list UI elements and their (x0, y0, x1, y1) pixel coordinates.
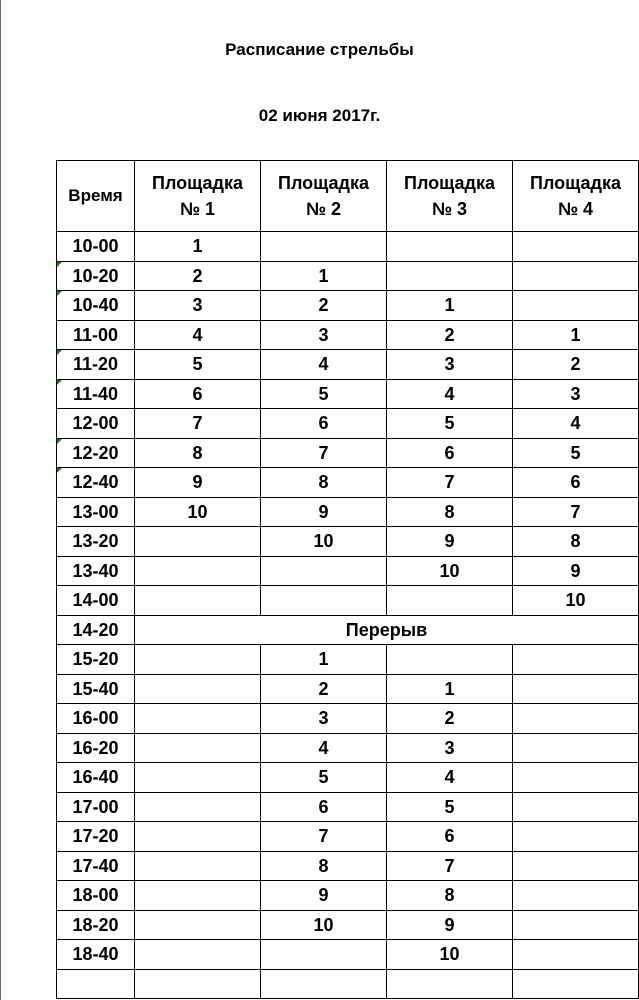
time-value: 16-40 (72, 767, 119, 788)
site-4-cell (513, 704, 639, 734)
header-site-2-label: Площадка (278, 173, 369, 193)
site-1-cell (135, 969, 261, 998)
site-3-cell: 7 (387, 851, 513, 881)
site-3-cell: 10 (387, 940, 513, 970)
time-value: 17-20 (72, 826, 119, 847)
site-3-cell: 6 (387, 822, 513, 852)
site-1-cell (135, 910, 261, 940)
cell-comment-marker-icon (57, 380, 62, 385)
table-row (57, 438, 639, 468)
site-2-cell: 10 (261, 527, 387, 557)
site-2-cell: 7 (261, 438, 387, 468)
site-4-cell: 10 (513, 586, 639, 616)
time-cell (57, 704, 135, 734)
time-value: 13-20 (72, 531, 119, 552)
site-2-cell: 10 (261, 910, 387, 940)
time-cell (57, 645, 135, 675)
time-cell (57, 851, 135, 881)
site-1-cell: 3 (135, 291, 261, 321)
site-4-cell: 1 (513, 320, 639, 350)
time-cell (57, 674, 135, 704)
time-value: 18-00 (72, 885, 119, 906)
table-row (57, 969, 639, 998)
time-cell (57, 822, 135, 852)
schedule-body (57, 232, 639, 999)
table-row (57, 910, 639, 940)
site-2-cell (261, 556, 387, 586)
site-1-cell: 2 (135, 261, 261, 291)
site-2-cell: 6 (261, 409, 387, 439)
time-value: 12-20 (72, 442, 119, 463)
site-2-cell: 5 (261, 379, 387, 409)
table-row (57, 881, 639, 911)
site-2-cell (261, 232, 387, 262)
site-1-cell (135, 881, 261, 911)
site-1-cell (135, 556, 261, 586)
time-cell (57, 409, 135, 439)
site-1-cell (135, 792, 261, 822)
time-value: 14-00 (72, 590, 119, 611)
site-2-cell: 9 (261, 497, 387, 527)
table-row (57, 261, 639, 291)
time-value: 18-20 (72, 914, 119, 935)
site-1-cell (135, 822, 261, 852)
site-3-cell (387, 586, 513, 616)
site-3-cell: 3 (387, 733, 513, 763)
site-4-cell: 8 (513, 527, 639, 557)
time-cell (57, 910, 135, 940)
table-row (57, 763, 639, 793)
schedule-table (56, 160, 639, 999)
site-1-cell (135, 527, 261, 557)
site-3-cell: 5 (387, 409, 513, 439)
site-4-cell: 7 (513, 497, 639, 527)
header-site-2 (261, 161, 387, 232)
site-3-cell (387, 232, 513, 262)
header-site-3-number: № 3 (431, 199, 468, 219)
header-site-4-label: Площадка (530, 173, 621, 193)
header-row (57, 161, 639, 232)
site-3-cell (387, 969, 513, 998)
time-cell (57, 497, 135, 527)
time-cell (57, 350, 135, 380)
site-2-cell: 7 (261, 822, 387, 852)
site-3-cell: 1 (387, 674, 513, 704)
time-value: 12-40 (72, 472, 119, 493)
table-row (57, 527, 639, 557)
time-value: 11-40 (72, 383, 119, 404)
site-1-cell: 7 (135, 409, 261, 439)
site-3-cell: 5 (387, 792, 513, 822)
time-cell (57, 291, 135, 321)
site-2-cell (261, 969, 387, 998)
site-4-cell (513, 792, 639, 822)
header-site-1 (135, 161, 261, 232)
site-4-cell: 2 (513, 350, 639, 380)
time-value: 17-40 (72, 855, 119, 876)
site-2-cell: 4 (261, 733, 387, 763)
site-4-cell: 5 (513, 438, 639, 468)
time-cell (57, 556, 135, 586)
time-cell (57, 379, 135, 409)
site-4-cell: 4 (513, 409, 639, 439)
site-3-cell (387, 261, 513, 291)
time-value: 11-20 (72, 354, 119, 375)
site-3-cell: 4 (387, 763, 513, 793)
site-1-cell: 8 (135, 438, 261, 468)
document-date: 02 июня 2017г. (258, 106, 381, 125)
table-row (57, 733, 639, 763)
site-1-cell (135, 586, 261, 616)
site-2-cell: 1 (261, 261, 387, 291)
site-2-cell (261, 940, 387, 970)
cell-comment-marker-icon (57, 291, 62, 296)
table-row (57, 409, 639, 439)
site-4-cell: 6 (513, 468, 639, 498)
header-site-4-number: № 4 (557, 199, 594, 219)
cell-comment-marker-icon (57, 350, 62, 355)
time-cell (57, 261, 135, 291)
site-3-cell: 2 (387, 704, 513, 734)
site-4-cell (513, 261, 639, 291)
table-row (57, 497, 639, 527)
site-4-cell (513, 881, 639, 911)
site-1-cell: 5 (135, 350, 261, 380)
site-3-cell: 9 (387, 910, 513, 940)
break-cell: Перерыв (135, 615, 639, 645)
site-4-cell: 3 (513, 379, 639, 409)
header-site-1-label: Площадка (152, 173, 243, 193)
table-row (57, 645, 639, 675)
time-cell (57, 763, 135, 793)
site-2-cell: 8 (261, 851, 387, 881)
site-1-cell (135, 674, 261, 704)
site-3-cell: 2 (387, 320, 513, 350)
table-row (57, 674, 639, 704)
site-2-cell: 6 (261, 792, 387, 822)
table-row (57, 615, 639, 645)
site-3-cell: 8 (387, 497, 513, 527)
time-value: 10-20 (72, 265, 119, 286)
site-3-cell: 6 (387, 438, 513, 468)
site-2-cell: 2 (261, 291, 387, 321)
site-3-cell: 7 (387, 468, 513, 498)
cell-comment-marker-icon (57, 468, 62, 473)
site-1-cell: 6 (135, 379, 261, 409)
site-4-cell (513, 940, 639, 970)
site-3-cell: 1 (387, 291, 513, 321)
time-cell (57, 468, 135, 498)
site-2-cell: 9 (261, 881, 387, 911)
header-site-2-number: № 2 (305, 199, 342, 219)
site-1-cell (135, 940, 261, 970)
site-4-cell (513, 969, 639, 998)
table-row (57, 792, 639, 822)
time-cell (57, 586, 135, 616)
time-value: 16-00 (72, 708, 119, 729)
site-4-cell (513, 851, 639, 881)
time-cell (57, 792, 135, 822)
table-row (57, 232, 639, 262)
site-1-cell (135, 733, 261, 763)
time-cell (57, 438, 135, 468)
time-value: 13-40 (72, 560, 119, 581)
site-1-cell: 1 (135, 232, 261, 262)
table-row (57, 822, 639, 852)
site-2-cell: 5 (261, 763, 387, 793)
time-value: 13-00 (72, 501, 119, 522)
site-3-cell: 4 (387, 379, 513, 409)
time-value: 18-40 (72, 944, 119, 965)
site-1-cell (135, 645, 261, 675)
site-3-cell (387, 645, 513, 675)
time-cell (57, 232, 135, 262)
site-2-cell: 3 (261, 320, 387, 350)
cell-comment-marker-icon (57, 439, 62, 444)
site-4-cell (513, 763, 639, 793)
table-row (57, 468, 639, 498)
time-cell (57, 733, 135, 763)
page-left-border (0, 0, 1, 1000)
cell-comment-marker-icon (57, 262, 62, 267)
site-2-cell: 2 (261, 674, 387, 704)
site-1-cell (135, 763, 261, 793)
site-3-cell: 8 (387, 881, 513, 911)
site-4-cell (513, 733, 639, 763)
time-value: 15-40 (72, 678, 119, 699)
site-1-cell (135, 704, 261, 734)
header-site-4 (513, 161, 639, 232)
site-4-cell (513, 291, 639, 321)
site-2-cell (261, 586, 387, 616)
site-4-cell: 9 (513, 556, 639, 586)
table-row (57, 556, 639, 586)
site-4-cell (513, 645, 639, 675)
header-site-3-label: Площадка (404, 173, 495, 193)
time-cell (57, 940, 135, 970)
site-4-cell (513, 822, 639, 852)
time-value: 10-40 (72, 295, 119, 316)
time-cell (57, 527, 135, 557)
site-1-cell (135, 851, 261, 881)
table-row (57, 851, 639, 881)
header-site-1-number: № 1 (179, 199, 216, 219)
site-1-cell: 4 (135, 320, 261, 350)
time-value: 10-00 (72, 236, 119, 257)
time-value: 15-20 (72, 649, 119, 670)
table-row (57, 350, 639, 380)
time-value: 11-00 (72, 324, 119, 345)
site-1-cell: 10 (135, 497, 261, 527)
site-1-cell: 9 (135, 468, 261, 498)
table-row (57, 704, 639, 734)
table-row (57, 940, 639, 970)
table-row (57, 379, 639, 409)
header-time: Время (57, 161, 135, 232)
time-value: 14-20 (72, 619, 119, 640)
site-3-cell: 3 (387, 350, 513, 380)
time-cell (57, 320, 135, 350)
site-3-cell: 10 (387, 556, 513, 586)
site-2-cell: 3 (261, 704, 387, 734)
table-row (57, 291, 639, 321)
header-site-3 (387, 161, 513, 232)
site-2-cell: 1 (261, 645, 387, 675)
time-cell (57, 615, 135, 645)
site-3-cell: 9 (387, 527, 513, 557)
time-value: 12-00 (72, 413, 119, 434)
time-value: 16-20 (72, 737, 119, 758)
site-4-cell (513, 674, 639, 704)
time-value: 17-00 (72, 796, 119, 817)
site-4-cell (513, 232, 639, 262)
document-title: Расписание стрельбы (225, 40, 414, 59)
site-2-cell: 8 (261, 468, 387, 498)
table-row (57, 320, 639, 350)
time-cell (57, 881, 135, 911)
site-2-cell: 4 (261, 350, 387, 380)
time-cell (57, 969, 135, 998)
site-4-cell (513, 910, 639, 940)
table-row (57, 586, 639, 616)
